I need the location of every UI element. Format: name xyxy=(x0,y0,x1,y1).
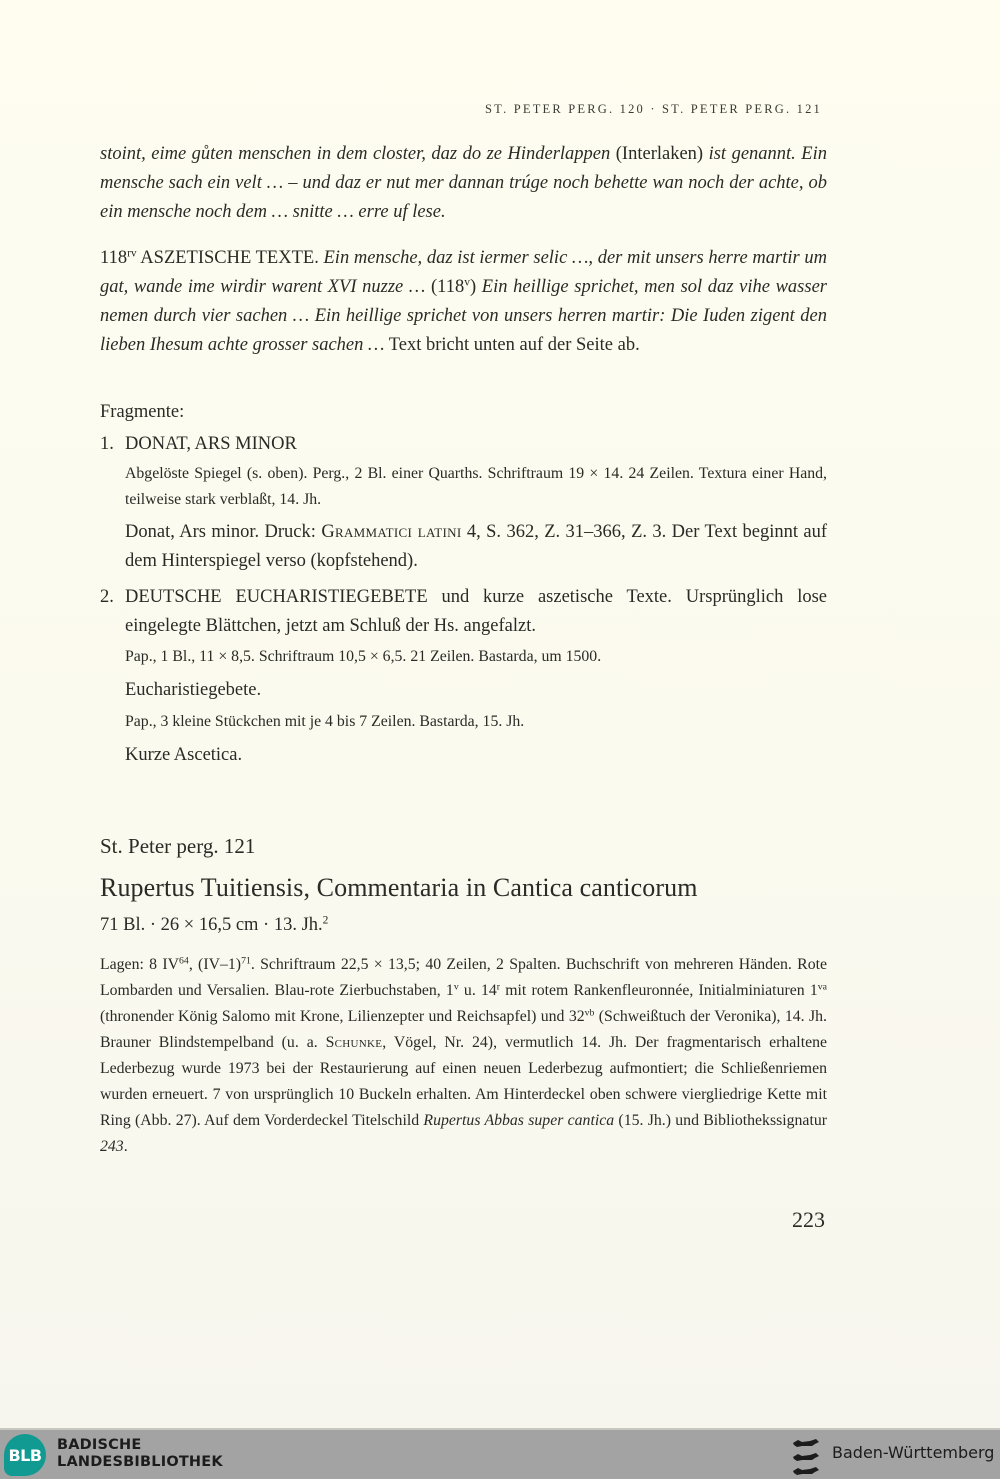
sup: r xyxy=(496,981,501,993)
sup: 64 xyxy=(179,955,189,967)
quote-text: stoint, eime gůten menschen in dem closter, daz do ze Hinderlappen xyxy=(100,144,611,164)
page-number: 223 xyxy=(792,1207,825,1232)
item-description: Pap., 1 Bl., 11 × 8,5. Schriftraum 10,5 × 6,5. 21 Zeilen. Bastarda, um 1500. xyxy=(125,648,602,665)
item-number: 1. xyxy=(100,434,114,454)
blb-name-line1: BADISCHE xyxy=(57,1437,142,1453)
item-description: Pap., 3 kleine Stückchen mit je 4 bis 7 Zeilen. Bastarda, 15. Jh. xyxy=(125,713,525,730)
desc-text: . Schriftraum 22,5 × 13,5; 40 Zeilen, 2 Spalten. Buchschrift von mehreren Händen. Rote Lombarden und Versalien. Blau-rote Zierbuchstaben, 1 xyxy=(100,956,828,999)
content-text: Donat, Ars minor. Druck: xyxy=(125,522,322,542)
folio-sup: v xyxy=(464,276,470,289)
quote-text: ist genannt. Ein mensche sach ein velt … – und daz er nut mer dannan trúge noch behette wan noch der achte, ob ein mensche noch dem … snitte … erre uf lese. xyxy=(100,144,827,222)
old-signature: 243 xyxy=(100,1138,124,1155)
desc-text: (Schweißtuch der Veronika), 14. Jh. Brauner Blindstempelband (u. a. xyxy=(100,1008,827,1051)
item-title: DEUTSCHE EUCHARISTIEGEBETE und kurze aszetische Texte. Ursprünglich lose eingelegte Blättchen, jetzt am Schluß der Hs. angefalzt. xyxy=(125,587,827,636)
quote-text: Ein heillige sprichet, men sol daz vihe wasser nemen durch vier sachen … Ein heillige sprichet von unsers herren martir: Die Iuden zigent den lieben Ihesum achte grosser sachen … xyxy=(100,277,827,355)
sup: v xyxy=(453,981,459,993)
note-text: Text bricht unten auf der Seite ab. xyxy=(384,335,640,355)
fragment-item-1 xyxy=(100,430,827,459)
fragmente-label: Fragmente: xyxy=(100,402,185,422)
folio-ref: (118 xyxy=(425,277,465,297)
blb-name-line2: LANDESBIBLIOTHEK xyxy=(57,1454,223,1470)
footnote-ref: 2 xyxy=(322,914,329,927)
sup: 71 xyxy=(241,955,251,967)
fragmente-section xyxy=(100,398,827,770)
content-text: 4, S. 362, Z. 31–366, Z. 3. Der Text beginnt auf dem Hinterspiegel verso (kopfstehend). xyxy=(125,522,828,571)
desc-text: u. 14 xyxy=(458,982,497,999)
author-ref: Schunke xyxy=(325,1034,383,1051)
folio-ref: 118 xyxy=(100,248,128,268)
blb-logo-icon[interactable]: BLB xyxy=(4,1434,46,1476)
baden-wuerttemberg-label[interactable]: Baden-Württemberg xyxy=(832,1443,995,1462)
continuation-paragraph xyxy=(100,140,827,227)
item-content xyxy=(100,518,827,576)
footer-bar xyxy=(0,1428,1000,1479)
desc-text: , Vögel, Nr. 24), vermutlich 14. Jh. Der fragmentarisch erhaltene Lederbezug wurde 1973 bei der Restaurierung auf einen neuen Lederbezug aufmontiert; die Schließenriemen wurden erneuert. 7 von ursprünglich 10 Buckeln erhalten. Am Hinterdeckel oben schwere viergliedrige Kette mit Ring (Abb. 27). Auf dem Vorderdeckel Titelschild xyxy=(100,1034,827,1129)
sup: va xyxy=(817,981,827,993)
folio-ref-close: ) xyxy=(469,277,482,297)
folio-sup: rv xyxy=(127,247,137,260)
manuscript-meta xyxy=(100,911,827,940)
running-head: ST. PETER PERG. 120 · ST. PETER PERG. 121 xyxy=(485,102,822,116)
desc-text: (15. Jh.) und Bibliothekssignatur xyxy=(614,1112,827,1129)
manuscript-signature: St. Peter perg. 121 xyxy=(100,834,256,858)
item-title: DONAT, ARS MINOR xyxy=(125,434,297,454)
item-description: Abgelöste Spiegel (s. oben). Perg., 2 Bl. einer Quarths. Schriftraum 19 × 14. 24 Zeilen. Textura einer Hand, teilweise stark verblaßt, 14. Jh. xyxy=(125,465,827,508)
manuscript-description xyxy=(100,952,827,1160)
title-label-text: Rupertus Abbas super cantica xyxy=(423,1112,615,1129)
manuscript-entry xyxy=(100,834,827,1160)
fragment-item-2 xyxy=(100,583,827,641)
desc-text: , (IV–1) xyxy=(188,956,242,973)
section-heading: ASZETISCHE TEXTE. xyxy=(136,248,324,268)
item-subheading: Eucharistiegebete. xyxy=(125,680,262,700)
meta-text: 71 Bl. · 26 × 16,5 cm · 13. Jh. xyxy=(100,915,323,935)
edition-name: Grammatici latini xyxy=(321,522,462,542)
quote-text: Ein mensche, daz ist iermer selic …, der mit unsers herre martir um gat, wande ime wirdir warent XVI nuzze … xyxy=(100,248,827,297)
item-subheading: Kurze Ascetica. xyxy=(125,745,243,765)
item-number: 2. xyxy=(100,587,114,607)
lions-crest-icon xyxy=(790,1434,822,1478)
desc-text: . xyxy=(123,1138,128,1155)
desc-text: Lagen: 8 IV xyxy=(100,956,180,973)
desc-text: mit rotem Rankenfleuronnée, Initialminiaturen 1 xyxy=(500,982,818,999)
blb-library-name[interactable] xyxy=(57,1437,223,1471)
sup: vb xyxy=(584,1007,595,1019)
gloss: (Interlaken) xyxy=(610,144,709,164)
aszetische-texte-section xyxy=(100,244,827,360)
desc-text: (thronender König Salomo mit Krone, Lilienzepter und Reichsapfel) und 32 xyxy=(100,1008,585,1025)
manuscript-title: Rupertus Tuitiensis, Commentaria in Cantica canticorum xyxy=(100,873,698,902)
